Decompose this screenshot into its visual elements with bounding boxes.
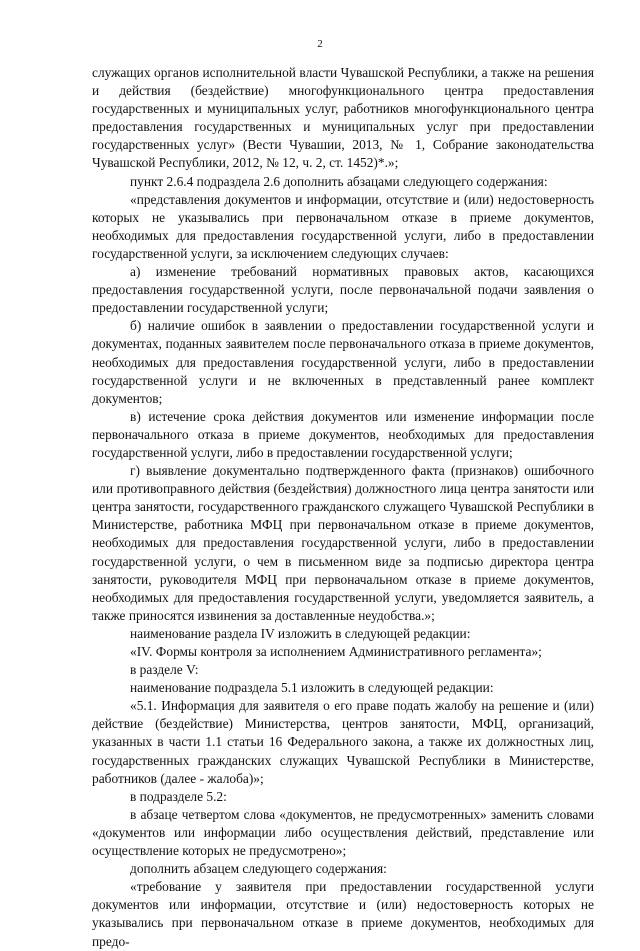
paragraph: «IV. Формы контроля за исполнением Административного регламента»; xyxy=(130,644,542,659)
paragraph: «5.1. Информация для заявителя о его праве подать жалобу на решение и (или) действие (бездействие) Министерства, центров занятости, МФЦ, организаций, указанных в части 1.1 статьи 16 Федерального закона, а также их должностных лиц, государственных гражданских служащих Чувашской Республики в Министерстве, работников (далее - жалоба)»; xyxy=(92,698,594,786)
paragraph: а) изменение требований нормативных правовых актов, касающихся предоставления государственной услуги, после первоначальной подачи заявления о предоставлении государственной услуги; xyxy=(92,264,594,316)
paragraph: пункт 2.6.4 подраздела 2.6 дополнить абзацами следующего содержания: xyxy=(130,173,548,189)
document-body xyxy=(92,64,594,951)
paragraph: наименование раздела IV изложить в следующей редакции: xyxy=(130,625,471,641)
paragraph: г) выявление документально подтвержденного факта (признаков) ошибочного или противоправного действия (бездействия) должностного лица центра занятости или центра занятости, государственного гражданского служащего Чувашской Республики в Министерстве, работника МФЦ при первоначальном отказе в приеме документов, необходимых для предоставления государственной услуги, либо в предоставлении государственной услуги, о чем в письменном виде за подписью директора центра занятости, руководителя МФЦ при первоначальном отказе в приеме документов, необходимых для предоставления государственной услуги, уведомляется заявитель, а также приносятся извинения за доставленные неудобства.»; xyxy=(92,463,594,623)
paragraph: в) истечение срока действия документов или изменение информации после первоначального отказа в приеме документов, необходимых для предоставления государственной услуги, либо в предоставлении государственной услуги; xyxy=(92,408,594,460)
paragraph: дополнить абзацем следующего содержания: xyxy=(130,861,387,877)
paragraph: в разделе V: xyxy=(130,662,199,678)
paragraph: в подразделе 5.2: xyxy=(130,788,227,804)
paragraph: в абзаце четвертом слова «документов, не предусмотренных» заменить словами «документов или информации либо осуществления действий, представление или осуществление которых не предусмотрено»; xyxy=(92,806,594,859)
paragraph: б) наличие ошибок в заявлении о предоставлении государственной услуги и документах, поданных заявителем после первоначального отказа в приеме документов, необходимых для предоставления государственной услуги, либо в предоставлении государственной услуги и не включенных в представленный ранее комплект документов; xyxy=(92,318,594,406)
paragraph: «представления документов и информации, отсутствие и (или) недостоверность которых не указывались при первоначальном отказе в приеме документов, необходимых для предоставления государственной услуги, либо в предоставлении государственной услуги, за исключением следующих случаев: xyxy=(92,191,594,261)
paragraph: наименование подраздела 5.1 изложить в следующей редакции: xyxy=(130,680,494,696)
page-number: 2 xyxy=(317,38,323,50)
paragraph: служащих органов исполнительной власти Чувашской Республики, а также на решения и действия (бездействие) многофункционального центра предоставления государственных и муниципальных услуг, работников многофункционального центра предоставления государственных и муниципальных услуг при предоставлении государственных услуг» (Вести Чувашии, 2013, № 1, Собрание законодательства Чувашской Республики, 2012, № 12, ч. 2, ст. 1452)*.»; xyxy=(92,65,594,171)
paragraph: «требование у заявителя при предоставлении государственной услуги документов или информации, отсутствие и (или) недостоверность которых не указывались при первоначальном отказе в приеме документов, необходимых для предо- xyxy=(92,879,594,949)
